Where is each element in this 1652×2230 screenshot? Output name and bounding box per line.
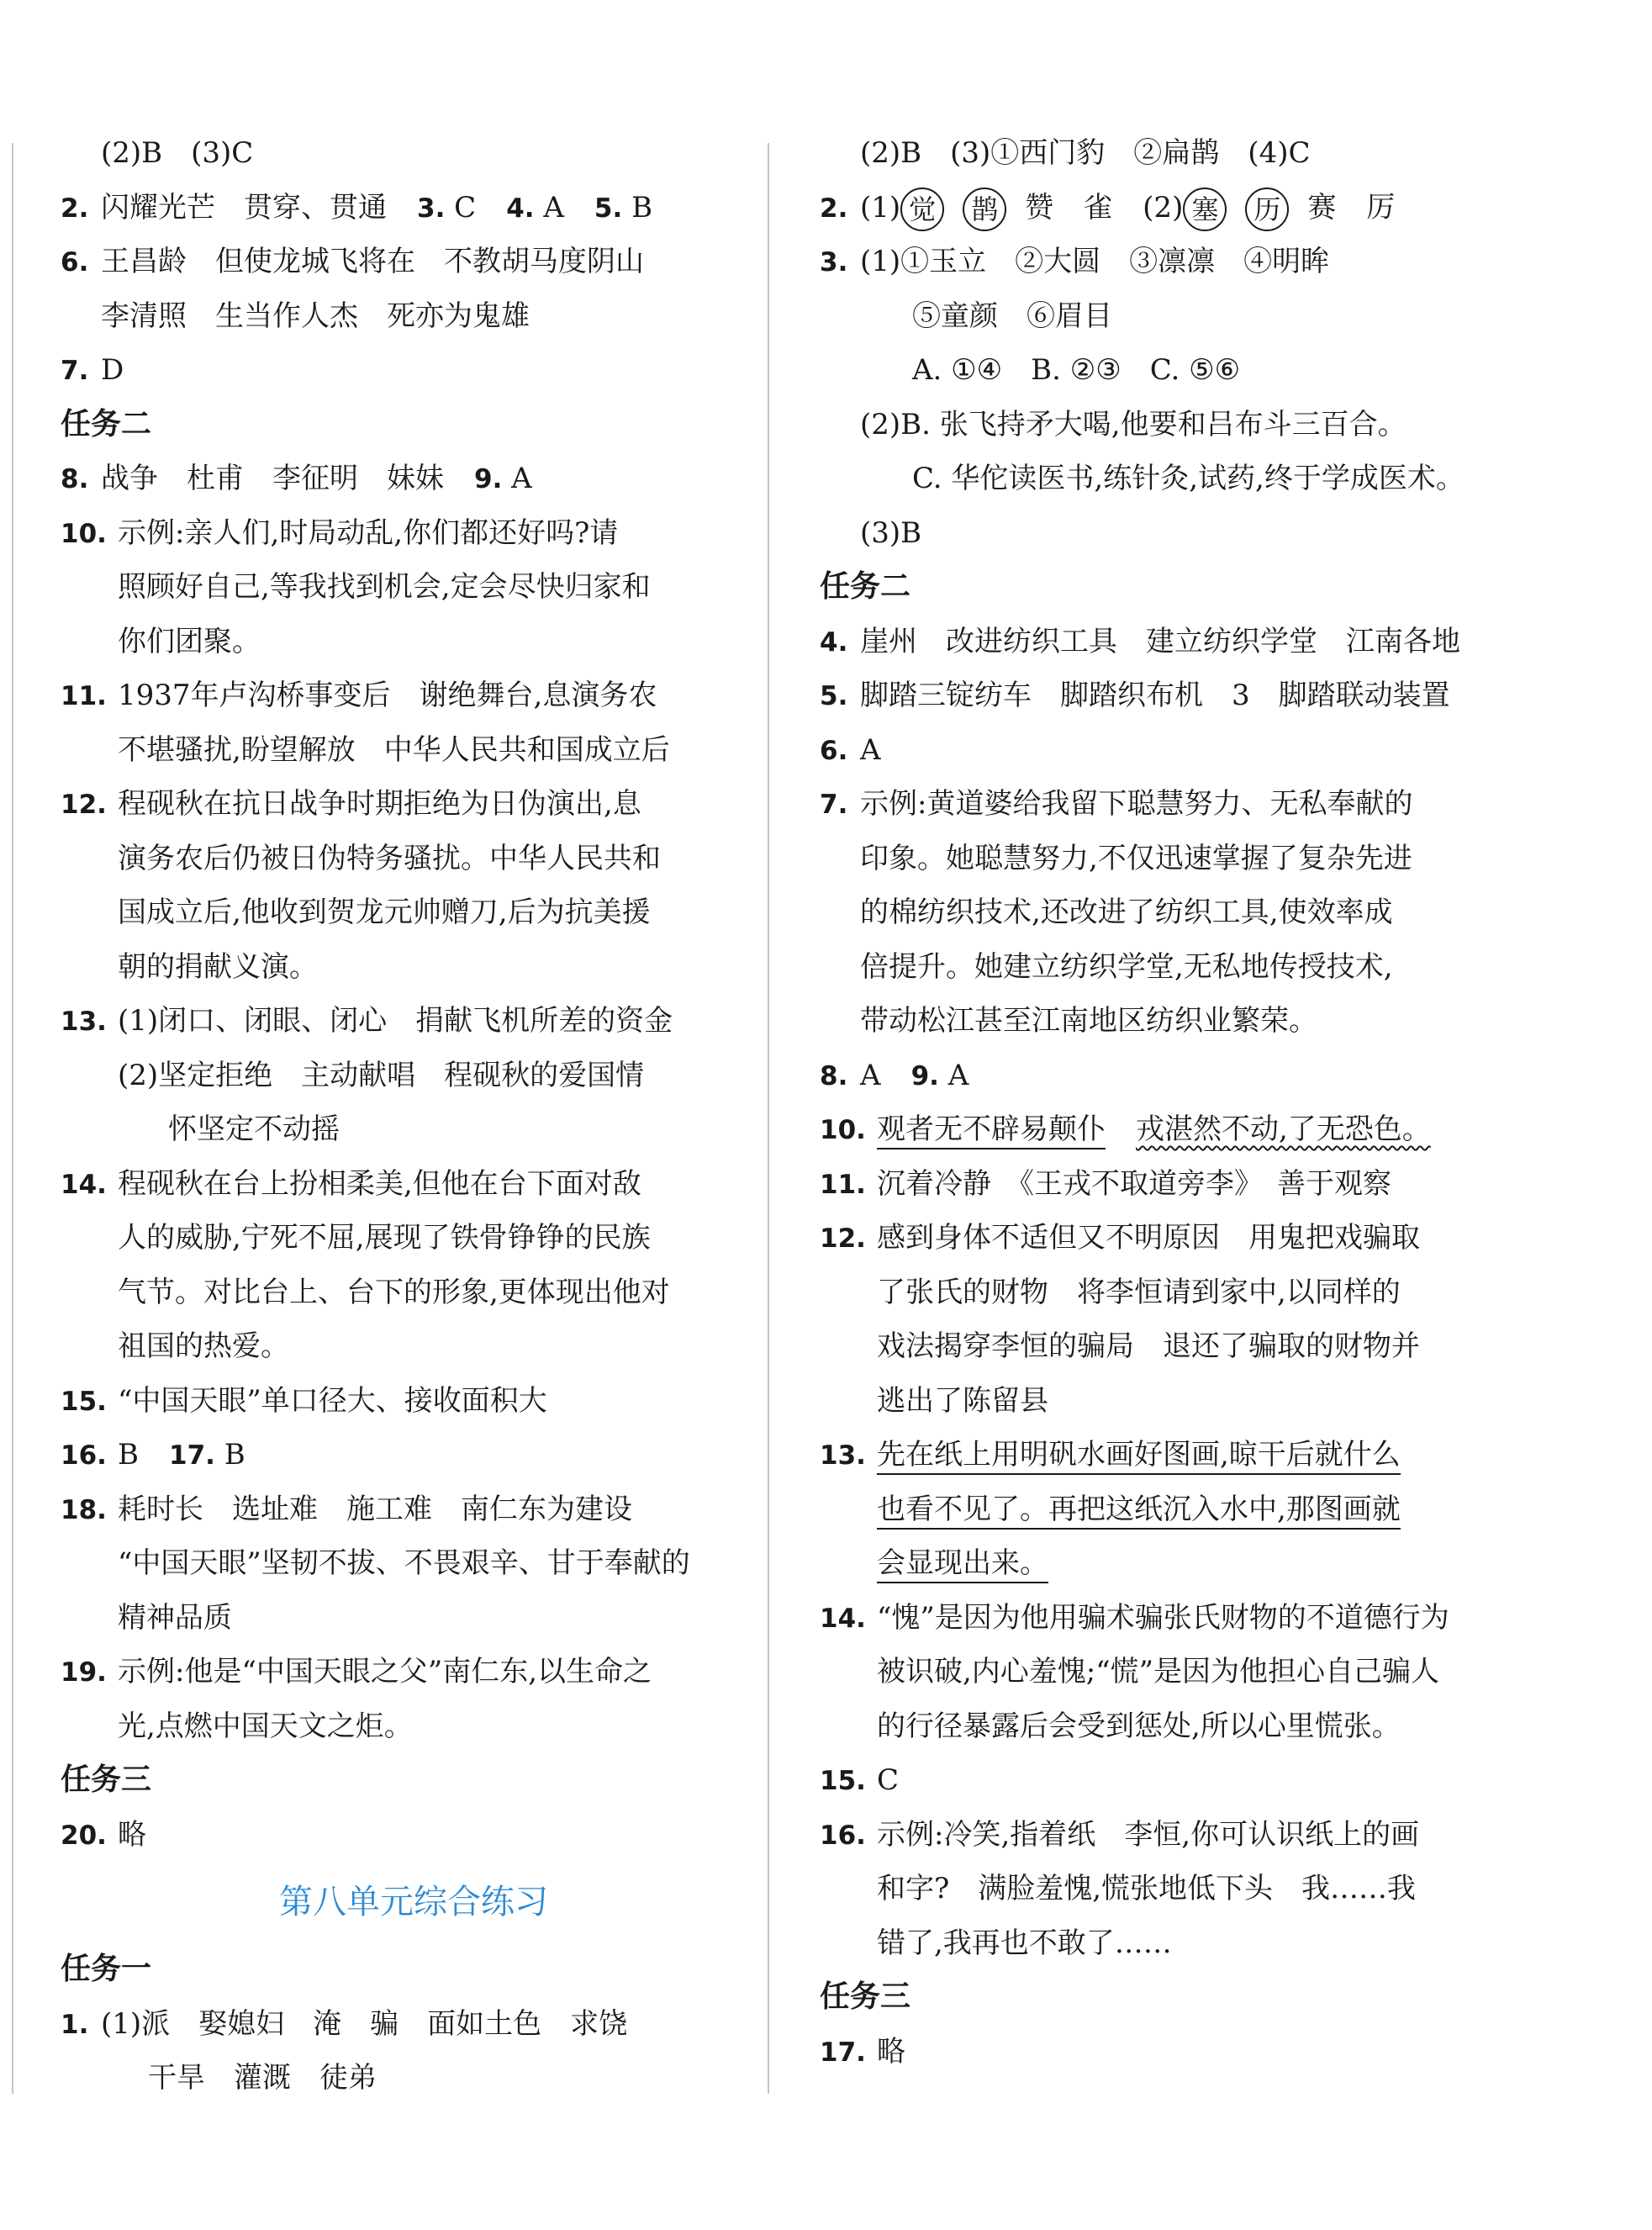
answer-text: 王昌龄 但使龙城飞将在 不教胡马度阴山 [101,245,644,278]
answer-text: 示例:亲人们,时局动乱,你们都还好吗?请 [118,515,619,550]
section-heading: 任务一 [61,1952,152,1986]
answer-char: 雀 [1084,190,1113,225]
answer-text: 感到身体不适但又不明原因 用鬼把戏骗取 [877,1221,1420,1255]
answer-text: 闪耀光芒 贯穿、贯通 [101,190,387,225]
answer-line: 李清照 生当作人杰 死亦为鬼雄 [101,299,530,333]
answer-11 [61,668,767,723]
answer-7 [820,777,1526,832]
underlined-text: 先在纸上用明矾水画好图画,晾干后就什么 [877,1438,1401,1475]
answer-text: (1)①玉立 ②大圆 ③凛凛 ④明眸 [860,245,1330,278]
circled-char: 历 [1245,188,1289,231]
q-number: 13. [61,1007,107,1037]
section-heading: 任务二 [820,569,911,604]
answer-text: 战争 杜甫 李征明 妹妹 [101,462,444,495]
answer-text: B [631,190,653,225]
answer-line: 人的威胁,宁死不屈,展现了铁骨铮铮的民族 [118,1221,651,1255]
answer-3 [820,235,1526,289]
answer-2-5 [61,181,767,235]
answer-20 [61,1808,767,1863]
answer-12 [61,777,767,832]
answer-11 [820,1157,1526,1212]
q-number: 17. [820,2037,866,2068]
answer-line: A. ①④ B. ②③ C. ⑤⑥ [912,353,1241,387]
q-number: 5. [594,193,623,224]
answer-text: 沉着冷静 《王戎不取道旁李》 善于观察 [877,1166,1391,1201]
answer-13 [61,994,767,1049]
answer-4 [820,615,1526,669]
answer-text: A [543,190,564,225]
answer-line: 被识破,内心羞愧;“慌”是因为他担心自己骗人 [877,1655,1440,1688]
circled-char: 鹊 [963,188,1006,231]
answer-text: “愧”是因为他用骗术骗张氏财物的不道德行为 [877,1600,1449,1635]
answer-text: A [860,1058,881,1092]
answer-line [820,1482,1526,1537]
answer-line: (2)B. 张飞持矛大喝,他要和吕布斗三百合。 [860,407,1407,441]
q-number: 9. [474,464,503,494]
answer-line: 的行径暴露后会受到惩处,所以心里慌张。 [877,1709,1401,1743]
q-number: 4. [820,626,848,658]
answer-line: 祖国的热爱。 [118,1329,289,1363]
q-number: 10. [820,1115,866,1145]
q-number: 18. [61,1494,107,1525]
q-number: 16. [61,1440,107,1471]
answer-5 [820,668,1526,723]
answer-text: “中国天眼”单口径大、接收面积大 [118,1383,547,1418]
underlined-text: 会显现出来。 [877,1546,1048,1583]
answer-text: B [224,1438,245,1472]
q-number: 14. [61,1169,107,1200]
q-number: 20. [61,1820,107,1851]
answer-6 [820,723,1526,778]
answer-text: 示例:他是“中国天眼之父”南仁东,以生命之 [118,1655,652,1688]
q-number: 14. [820,1603,866,1634]
answer-char: 赞 [1025,190,1054,225]
answer-14 [61,1157,767,1212]
q-number: 4. [506,193,535,224]
answer-text: 示例:冷笑,指着纸 李恒,你可认识纸上的画 [877,1817,1420,1852]
q-number: 8. [820,1060,848,1091]
q-number: 2. [61,193,89,224]
answer-line: 和字? 满脸羞愧,慌张地低下头 我……我 [877,1872,1417,1905]
answer-line: 错了,我再也不敢了…… [877,1926,1172,1960]
answer-text: 脚踏三锭纺车 脚踏织布机 3 脚踏联动装置 [860,679,1450,712]
circled-char: 塞 [1183,188,1227,231]
q-number: 15. [820,1766,866,1796]
answer-text: 1937年卢沟桥事变后 谢绝舞台,息演务农 [118,679,657,712]
answer-line: 戏法揭穿李恒的骗局 退还了骗取的财物并 [877,1329,1420,1363]
answer-text: B [118,1438,139,1472]
q-number: 5. [820,681,848,711]
answer-text: (1)闭口、闭眼、闭心 捐献飞机所差的资金 [118,1004,673,1038]
answer-text: 略 [118,1817,146,1852]
answer-line: 了张氏的财物 将李恒请到家中,以同样的 [877,1275,1401,1309]
q-number: 3. [820,247,848,277]
section-heading: 任务三 [820,1979,911,2014]
answer-13 [820,1428,1526,1482]
q-number: 11. [61,681,107,711]
q-number: 1. [61,2009,89,2040]
answer-line: ⑤童颜 ⑥眉目 [912,299,1112,333]
unit-title: 第八单元综合练习 [279,1883,548,1921]
answer-char: 厉 [1366,190,1396,225]
answer-line: 不堪骚扰,盼望解放 中华人民共和国成立后 [118,732,670,767]
answer-line: 演务农后仍被日伪特务骚扰。中华人民共和 [118,841,661,875]
answer-line: 干旱 灌溉 徒弟 [148,2061,377,2095]
answer-line: 怀坚定不动摇 [168,1112,340,1146]
answer-line: 朝的捐献义演。 [118,949,318,984]
answer-8-9 [61,452,767,506]
answer-text: 程砚秋在抗日战争时期拒绝为日伪演出,息 [118,787,641,821]
q-number: 13. [820,1440,866,1471]
answer-16-17 [61,1428,767,1482]
answer-line: 气节。对比台上、台下的形象,更体现出他对 [118,1275,670,1309]
answer-text: A [511,462,532,495]
answer-16 [820,1808,1526,1863]
answer-10 [820,1102,1526,1157]
circled-char: 觉 [900,188,944,231]
q-number: 7. [61,356,89,386]
answer-line: 带动松江甚至江南地区纺织业繁荣。 [860,1004,1317,1038]
q-number: 6. [61,247,89,277]
answer-line: C. 华佗读医书,练针灸,试药,终于学成医术。 [912,462,1465,495]
answer-text: 示例:黄道婆给我留下聪慧努力、无私奉献的 [860,787,1413,821]
q-number: 19. [61,1657,107,1688]
answer-text: C [877,1763,900,1797]
answer-line: (2)B (3)①西门豹 ②扁鹊 (4)C [860,136,1311,170]
paren-label: (1) [860,190,901,225]
answer-text: 略 [877,2034,905,2069]
answer-7 [61,343,767,398]
answer-line: 逃出了陈留县 [877,1383,1048,1418]
q-number: 15. [61,1386,107,1417]
q-number: 6. [820,735,848,766]
answer-text: (1)派 娶媳妇 淹 骗 面如土色 求饶 [101,2006,628,2041]
q-number: 7. [820,790,848,820]
answer-line [820,1536,1526,1591]
underlined-text: 观者无不辟易颠仆 [877,1112,1106,1149]
q-number: 11. [820,1169,866,1200]
answer-line: (2)坚定拒绝 主动献唱 程砚秋的爱国情 [118,1058,645,1092]
right-column [820,126,1526,2079]
underlined-text: 也看不见了。再把这纸沉入水中,那图画就 [877,1493,1401,1530]
left-column [61,126,767,2106]
answer-line: 的棉纺织技术,还改进了纺织工具,使效率成 [860,896,1393,929]
q-number: 17. [169,1440,215,1471]
answer-text: 程砚秋在台上扮相柔美,但他在台下面对敌 [118,1166,641,1201]
answer-2 [820,181,1526,235]
q-number: 9. [910,1060,939,1091]
answer-15 [61,1374,767,1429]
answer-18 [61,1482,767,1537]
answer-line: 国成立后,他收到贺龙元帅赠刀,后为抗美援 [118,896,651,929]
answer-19 [61,1645,767,1699]
answer-17 [820,2025,1526,2079]
answer-10 [61,506,767,561]
answer-line: 印象。她聪慧努力,不仅迅速掌握了复杂先进 [860,841,1412,875]
answer-line: (2)B (3)C [101,136,254,170]
q-number: 12. [61,790,107,820]
answer-text: D [101,353,124,387]
answer-14 [820,1591,1526,1646]
answer-15 [820,1753,1526,1808]
answer-text: 崖州 改进纺织工具 建立纺织学堂 江南各地 [860,624,1460,658]
answer-8-9 [820,1049,1526,1103]
answer-u1 [61,1997,767,2052]
answer-text: A [860,732,881,767]
answer-text: A [947,1058,969,1092]
column-divider [768,143,769,2094]
answer-text: C [454,190,477,225]
answer-line: (3)B [860,515,922,550]
answer-text: 耗时长 选址难 施工难 南仁东为建设 [118,1492,632,1526]
answer-line: 光,点燃中国天文之炬。 [118,1709,413,1743]
q-number: 8. [61,464,89,494]
answer-char: 赛 [1307,190,1337,225]
section-heading: 任务三 [61,1762,152,1797]
q-number: 12. [820,1223,866,1254]
answer-12 [820,1211,1526,1266]
wavy-underlined-text: 戎湛然不动,了无恐色。 [1136,1112,1431,1146]
answer-line: 照顾好自己,等我找到机会,定会尽快归家和 [118,570,651,604]
left-margin-line [12,143,13,2094]
answer-line: “中国天眼”坚韧不拔、不畏艰辛、甘于奉献的 [118,1546,690,1580]
answer-line: 你们团聚。 [118,624,261,658]
q-number: 10. [61,518,107,549]
answer-6 [61,235,767,289]
q-number: 16. [820,1820,866,1851]
answer-line: 精神品质 [118,1600,232,1635]
paren-label: (2) [1143,190,1184,225]
answer-line: 倍提升。她建立纺织学堂,无私地传授技术, [860,949,1393,984]
q-number: 2. [820,193,848,224]
q-number: 3. [417,193,446,224]
section-heading: 任务二 [61,406,152,441]
